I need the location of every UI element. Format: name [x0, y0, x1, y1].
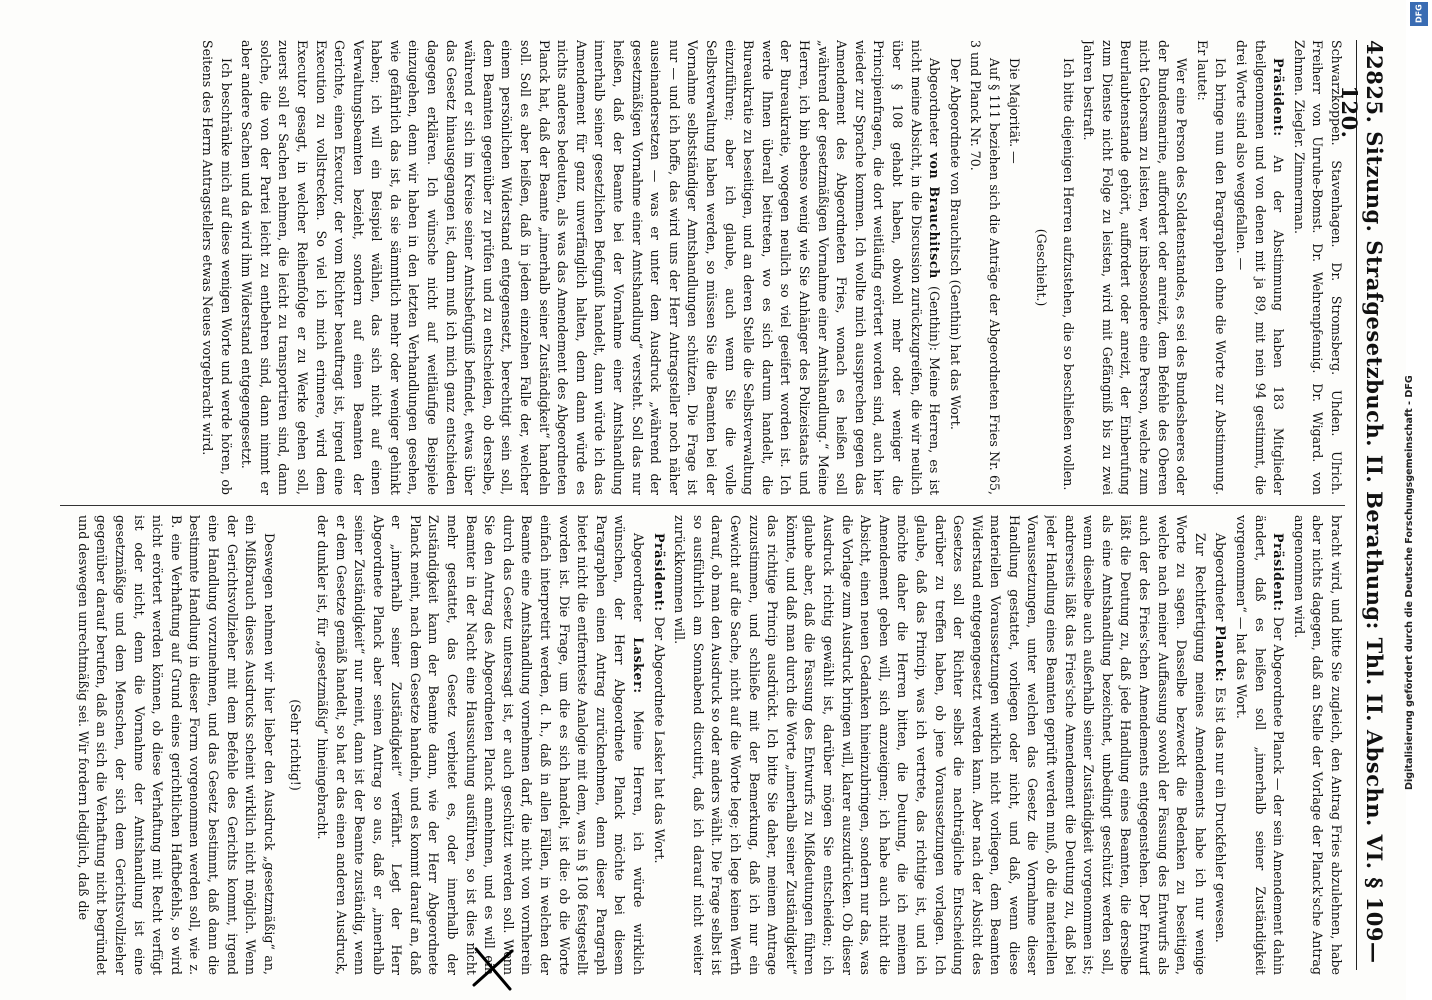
paragraph-text: Auf § 111 beziehen sich die Anträge der Abgeordneten Fries Nr. 65, 3 und Planck Nr. 70.	[968, 40, 1002, 495]
paragraph	[73, 515, 278, 975]
speaker-name: von Brauchitsch	[927, 152, 943, 287]
paragraph-text: Meine Herren, ich würde wirklich wünschen, der Herr Abgeordnete Planck möchte bei diesem Paragraphen einen Antrag zurücknehmen, denn dieser Paragraph bietet nicht die entfernteste Analogie mit dem, was in § 108 festgestellt worden ist. Die Frage, um die es sich handelt, ist die: ob die Worte einfach interpretirt werden, d. h., daß in allen Fällen, in welchen der Beamte eine Amtshandlung vornehmen darf, die nicht von vornherein durch das Gesetz untersagt ist, er auch geschützt werden soll. Wenn Sie den Antrag des Abgeordneten Planck annehmen, und es will ein Beamter in der Nacht eine Haussuchung ausführen, so ist dies nicht mehr gestattet, das Gesetz verbietet es, oder innerhalb der Zuständigkeit kann der Beamte dann, wie der Herr Abgeordnete Planck meint, nach dem Gesetze handeln, und es kommt darauf an, daß er „innerhalb seiner Zuständigkeit“ verfährt. Legt der Herr Abgeordnete Planck aber seinen Antrag so aus, daß er „innerhalb seiner Zuständigkeit“ nur meint, dann ist der Beamte zuständig, wenn er dem Gesetze gemäß handelt, so hat er das einen anderen Ausdruck, der dunkler ist, für „gesetzmäßig“ hineingebracht.	[314, 515, 647, 975]
paragraph-text: (Geschieht.)	[1034, 228, 1050, 307]
paragraph	[966, 40, 1003, 495]
paragraph	[1079, 40, 1191, 495]
paragraph-text: bracht wird, und bitte Sie zugleich, den Antrag Fries abzulehnen, habe aber nichts dagegen, daß an Stelle der Vorlage der Planck'sche Antrag angenommen wird.	[1291, 515, 1344, 975]
centered-note	[286, 515, 305, 975]
paragraph-text: Die Majorität. —	[1007, 58, 1023, 164]
paragraph-text: Der Abgeordnete Lasker hat das Wort.	[651, 616, 667, 864]
dfg-logo: DFG	[1410, 2, 1428, 26]
centered-note	[1032, 40, 1051, 495]
speaker-title: Abgeordneter	[631, 533, 647, 638]
paragraph-text: Ich bringe nun den Paragraphen ohne die Worte zur Abstimmung. Er lautet:	[1194, 40, 1229, 495]
paragraph	[1231, 40, 1287, 495]
paragraph	[1005, 40, 1024, 495]
paragraph-text: Der Abgeordnete von Brauchitsch (Genthin) hat das Wort.	[947, 58, 963, 430]
speaker-name: Planck:	[1213, 625, 1229, 688]
paragraph	[237, 40, 944, 495]
paragraph-text: Ich bitte diejenigen Herren aufzustehen, die so beschließen wollen.	[1060, 58, 1076, 491]
speaker-title: Abgeordneter	[1213, 533, 1229, 626]
speaker-name: Lasker:	[631, 637, 647, 711]
paragraph-text: Deswegen nehmen wir hier lieber den Ausdruck „gesetzmäßig“ an, ein Mißbrauch dieses Ausdrucks scheint wirklich nicht möglich. Wenn der Gerichtsvollzieher mit dem Befehle des Gerichts kommt, irgend eine Handlung vorzunehmen, und das Gesetz bestimmt, daß dann die bestimmte Handlung in dieser Form vorgenommen werden soll, wie z. B. eine Verhaftung auf Grund eines gerichtlichen Haftbefehls, so wird nicht erörtert werden können, ob diese Verhaftung mit Recht verfügt ist oder nicht, denn die Vornahme der Amtshandlung ist eine gesetzmäßige und dem Menschen, der sich dem Gerichtsvollzieher gegenüber darauf berufen, daß an sich die Verhaftung nicht begründet und deswegen unrechtmäßig sei. Wir fordern lediglich, daß die	[75, 515, 277, 975]
paragraph-text: (Sehr richtig!)	[288, 699, 304, 791]
paragraph-text: Es ist das nur ein Druckfehler gewesen.	[1213, 687, 1229, 943]
speaker-name: Präsident:	[651, 533, 667, 617]
paragraph-text: Ich beschränke mich auf diese wenigen Worte und werde hören, ob Seitens des Herrn Antragstellers etwas Neues vorgebracht wird.	[199, 40, 234, 495]
page-header-title: 25. Sitzung. Strafgesetzbuch. II. Berathung: Thl. II. Abschn. VI. § 109—120.	[1337, 85, 1387, 964]
paragraph	[312, 515, 647, 975]
page-number: 428	[1362, 40, 1387, 86]
paragraph	[1211, 515, 1230, 975]
running-head	[1337, 40, 1387, 970]
speaker-name: Präsident:	[1271, 58, 1287, 156]
paragraph	[1289, 40, 1345, 495]
digitization-credit: Digitalisierung gefördert durch die Deutsche Forschungsgemeinschaft - DFG	[1404, 375, 1415, 790]
paragraph-text: Wer eine Person des Soldatenstandes, es sei des Bundesheeres oder der Bundesmarine, auffordert oder anreizt, dem Befehle des Oberen nicht Gehorsam zu leisten, wer insbesondere eine Person, welche zum Beurlaubtenstande gehört, auffordert oder anreizt, der Einberufung zum Dienste nicht Folge zu leisten, wird mit Gefängniß bis zu zwei Jahren bestraft.	[1081, 40, 1190, 495]
speaker-title: Abgeordneter	[927, 58, 943, 153]
paragraph	[1192, 40, 1229, 495]
paragraph	[945, 40, 964, 495]
paragraph	[1289, 515, 1345, 975]
paragraph-text: Schwarzkoppen. Stavenhagen. Dr. Stromsberg. Uhden. Ulrich. Freiherr von Unruhe-Bomst. Dr. Wehrenpfennig. Dr. Wigard. von Zehmen. Ziegler. Zimmerman.	[1291, 40, 1344, 495]
right-column	[40, 515, 1345, 975]
speaker-name: Präsident:	[1271, 533, 1287, 617]
paragraph	[197, 40, 234, 495]
paragraph	[649, 515, 668, 975]
paragraph-text: (Genthin): Meine Herren, es ist nicht meine Absicht, in die Discussion zurückzugreifen, die wir neulich über § 108 gehabt haben, obwohl mehr oder weniger die Principienfragen, die dort weitläufig erörtert worden sind, auch hier wieder zur Sprache kommen. Ich wollte mich aussprechen gegen das Amendement des Abgeordneten Fries, wonach es heißen soll „während der gesetzmäßigen Vornahme einer Amtshandlung.“ Meine Herren, ich bin ebenso wenig wie Sie Anhänger des Polizeistaats und der Bureaukratie, wogegen neulich so viel geeifert worden ist. Ich werde Ihnen überall beitreten, wo es sich darum handelt, die Bureaukratie zu beseitigen, und an deren Stelle die Selbstverwaltung einzuführen; aber ich glaube, auch wenn Sie die volle Selbstverwaltung haben werden, so müssen Sie die Beamten bei der Vornahme selbstständiger Amtshandlungen schützen. Die Frage ist nur — und ich hoffe, das wird uns der Herr Antragsteller noch näher auseinandersetzen — was er unter dem Ausdruck „während der gesetzmäßigen Vornahme einer Amtshandlung“ versteht. Soll das nur heißen, daß der Beamte bei der Vornahme einer Amtshandlung innerhalb seiner gesetzlichen Befugniß handelt, dann würde ich das Amendement für ganz unverfänglich halten, denn dann würde es nichts anderes bedeuten, als was das Amendement des Abgeordneten Planck hat, daß der Beamte „innerhalb seiner Zuständigkeit“ handeln soll. Soll es aber heißen, daß in jedem einzelnen Falle der, welcher einem persönlichen Widerstand entgegensetzt, berechtigt sein soll, dem Beamten gegenüber zu prüfen und zu entscheiden, ob derselbe, während er sich im Kreise seiner Amtsbefugniß befindet, etwas über das Gesetz hinausgegangen ist, dann muß ich mich ganz entschieden dagegen erklären. Ich wünsche nicht auf weitläufige Beispiele einzugehen, denn wir haben in den letzten Verhandlungen gesehen, wie gefährlich das ist, da sie sämmtlich mehr oder weniger gehinkt haben; ich will ein Beispiel wählen, das sich nicht auf einen Verwaltungsbeamten bezieht, sondern auf einen Beamten der Gerichte, einen Executor, der vom Richter beauftragt ist, irgend eine Execution zu vollstrecken. So viel ich mich erinnere, wird dem Executor gesagt, in welcher Reihenfolge er zu Werke gehen soll, zuerst soll er Sachen nehmen, die leicht zu transportiren sind, dann solche, die von der Partei leicht zu entbehren sind, dann nimmt er aber andere Sachen und da wird ihm Widerstand entgegengesetzt.	[239, 40, 943, 495]
left-column	[40, 40, 1345, 495]
paragraph	[1058, 40, 1077, 495]
paragraph	[1231, 515, 1287, 975]
column-divider	[60, 505, 1345, 506]
paragraph-text: Der Abgeordnete Planck — der sein Amendement dahin ändert, daß es heißen soll „innerhalb seiner Zuständigkeit vorgenommen“ — hat das Wort.	[1234, 515, 1287, 975]
handwritten-x-mark	[470, 945, 516, 991]
paragraph	[670, 515, 1209, 975]
paragraph-text: Zur Rechtfertigung meines Amendements habe ich nur wenige Worte zu sagen. Dasselbe bezweckt die Bedenken zu beseitigen, welche nach meiner Auffassung sowohl der Fassung des Entwurfs als auch der des Fries'schen Amendements entgegenstehen. Der Entwurf läßt die Deutung zu, daß jede Handlung eines Beamten, die derselbe als eine Amtshandlung bezeichnet, unbedingt geschützt werden soll, wenn dieselbe auch außerhalb seiner Zuständigkeit vorgenommen ist; andrerseits läßt das Fries'sche Amendement die Deutung zu, daß bei jeder Handlung eines Beamten geprüft werden muß, ob die materiellen Voraussetzungen, unter welchen das Gesetz die Vornahme dieser Handlung gestattet, vorliegen oder nicht, und daß, wenn diese materiellen Voraussetzungen wirklich nicht vorliegen, dem Beamten Widerstand entgegengesetzt werden kann. Aber nach der Absicht des Gesetzes soll der Richter selbst die nachträgliche Entscheidung darüber zu treffen haben, ob jene Voraussetzungen vorlagen. Ich glaube, daß das Princip, was ich vertrete, das richtige ist, und ich möchte daher die Herren bitten, die Deutung, die ich meinem Amendement geben will, sich anzueignen; ich habe auch nicht die Absicht, einen neuen Gedanken hineinzubringen, sondern nur das, was die Vorlage zum Ausdruck bringen will, klarer auszudrücken. Ob dieser Ausdruck richtig gewählt ist, darüber mögen Sie entscheiden; ich glaube aber, daß die Fassung des Entwurfs zu Mißdeutungen führen könnte, und daß man durch die Worte „innerhalb seiner Zuständigkeit“ das richtige Princip ausdrückt. Ich bitte Sie daher, meinem Antrage zuzustimmen, und schließe mit der Bemerkung, daß ich nur ein Gewicht auf die Sache, nicht auf die Worte lege; ich lege keinen Werth darauf, ob man den Ausdruck so oder anders wählt. Die Frage selbst ist so ausführlich am Sonnabend discutirt, daß ich darauf nicht weiter zurückkommen will.	[672, 515, 1208, 975]
paragraph-text: An der Abstimmung haben 183 Mitglieder theilgenommen und von denen mit ja 89, mit nein 94 gestimmt, die drei Worte sind also weggefallen. —	[1234, 40, 1287, 495]
